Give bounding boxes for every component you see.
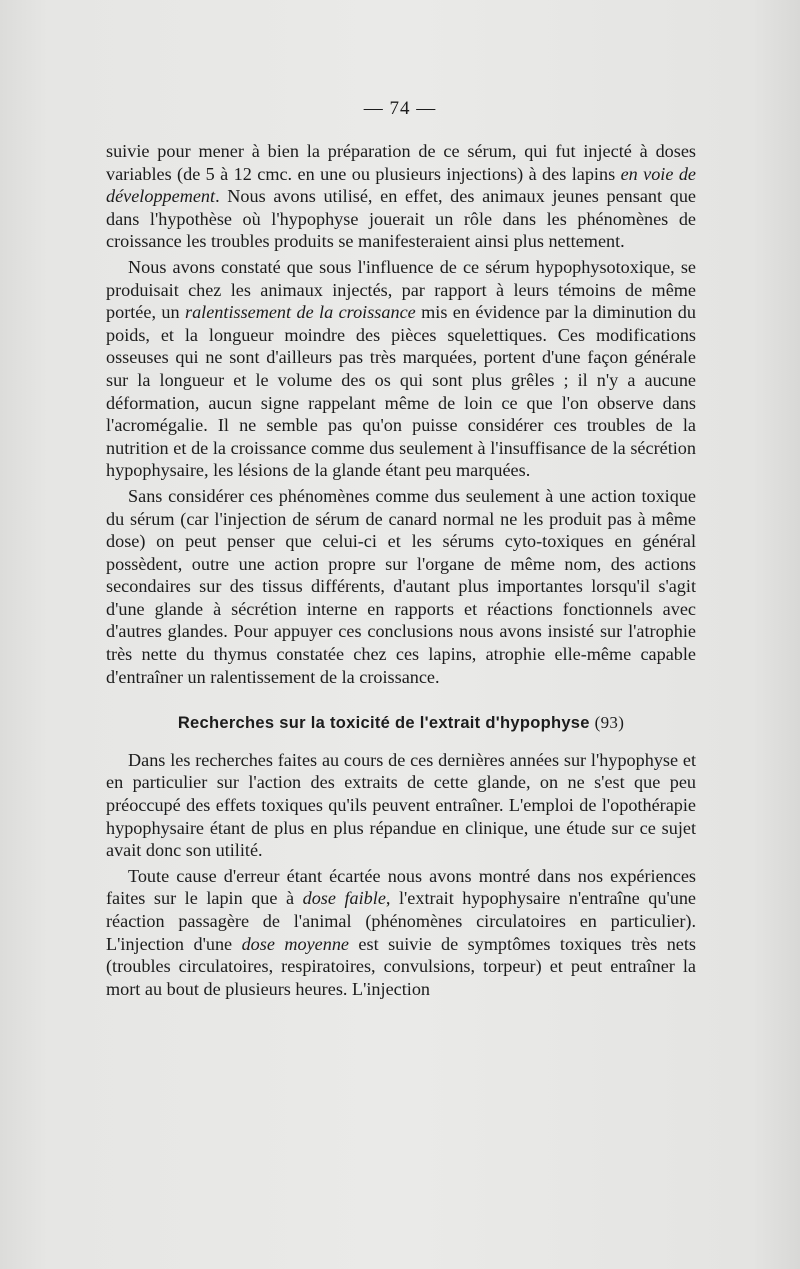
paragraph-1: [106, 140, 696, 253]
paragraph-5-text-b: , l'extrait hypophysaire n'entraîne qu'une réaction passagère de l'animal (phénomènes circulatoires en particulier). L'injection d'une: [106, 888, 696, 954]
section-heading-reference: (93): [594, 713, 625, 733]
paragraph-1-text-b: . Nous avons utilisé, en effet, des animaux jeunes pensant que dans l'hypothèse où l'hypophyse jouerait un rôle dans les phénomènes de croissance les troubles produits se manifesteraient ainsi plus nettement.: [106, 186, 696, 252]
paragraph-5: [106, 865, 696, 1001]
paragraph-3: Sans considérer ces phénomènes comme dus seulement à une action toxique du sérum (car l'injection de sérum de canard normal ne les produit pas à même dose) on peut penser que celui-ci et les sérums cyto-toxiques en général possèdent, outre une action propre sur l'organe de même nom, des actions secondaires sur des tissus différents, d'autant plus importantes lorsqu'il s'agit d'une glande à sécrétion interne en rapports et réactions fonctionnels avec d'autres glandes. Pour appuyer ces conclusions nous avons insisté sur l'atrophie très nette du thymus constatée chez ces lapins, atrophie elle-même capable d'entraîner un ralentissement de la croissance.: [106, 485, 696, 687]
paragraph-1-emphasis: en voie de développement: [106, 163, 696, 207]
paragraph-1-text-a: suivie pour mener à bien la préparation de ce sérum, qui fut injecté à doses variables (de 5 à 12 cmc. en une ou plusieurs injections) à des lapins: [106, 141, 696, 184]
paragraph-2-text-b: mis en évidence par la diminution du poids, et la longueur moindre des pièces squelettiques. Ces modifications osseuses qui ne sont d'ailleurs pas très marquées, portent d'une façon générale sur la longueur et le volume des os qui sont plus grêles ; il n'y a aucune déformation, aucun signe rappelant même de loin ce que l'on observe dans l'acromégalie. Il ne semble pas qu'on puisse considérer ces troubles de la nutrition et de la croissance comme dus seulement à l'insuffisance de la sécrétion hypophysaire, les lésions de la glande étant peu marquées.: [106, 302, 696, 481]
paragraph-2-emphasis: ralentissement de la croissance: [185, 302, 416, 323]
body-text: [106, 140, 696, 1000]
section-heading: [106, 712, 696, 735]
paragraph-5-text-a: Toute cause d'erreur étant écartée nous avons montré dans nos expériences faites sur le lapin que à: [106, 865, 696, 909]
page-number: — 74 —: [363, 98, 437, 119]
paragraph-5-text-c: est suivie de symptômes toxiques très nets (troubles circulatoires, respiratoires, convulsions, torpeur) et peut entraîner la mort au bout de plusieurs heures. L'injection: [106, 933, 696, 999]
paragraph-5-emphasis-1: dose faible: [302, 888, 386, 909]
paragraph-2: [106, 256, 696, 482]
section-heading-title: Recherches sur la toxicité de l'extrait d'hypophyse: [177, 714, 590, 733]
paragraph-5-emphasis-2: dose moyenne: [241, 933, 349, 954]
paragraph-4: Dans les recherches faites au cours de ces dernières années sur l'hypophyse et en particulier sur l'action des extraits de cette glande, on ne s'est que peu préoccupé des effets toxiques qu'ils peuvent entraîner. L'emploi de l'opothérapie hypophysaire étant de plus en plus répandue en clinique, une étude sur ce sujet avait donc son utilité.: [106, 749, 696, 861]
paragraph-2-text-a: Nous avons constaté que sous l'influence de ce sérum hypophysotoxique, se produisait chez les animaux injectés, par rapport à leurs témoins de même portée, un: [106, 256, 696, 323]
